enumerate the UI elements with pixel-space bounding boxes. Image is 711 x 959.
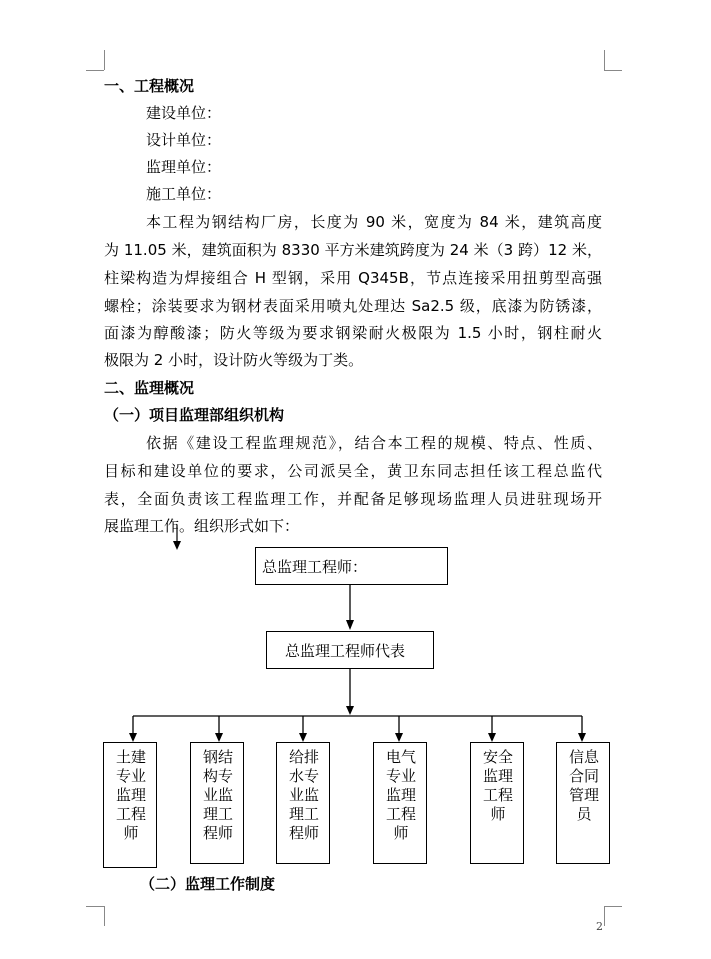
subsection-org-heading: （一）项目监理部组织机构 <box>104 406 285 424</box>
deputy-label: 总监理工程师代表 <box>285 642 406 660</box>
role-label-plumbing: 给排水专业监理工程师 <box>288 748 319 842</box>
deputy-box <box>266 631 434 669</box>
role-box-info <box>556 742 610 864</box>
field-contractor: 施工单位： <box>146 185 222 203</box>
field-client: 建设单位： <box>146 104 222 122</box>
subsection-rules-heading: （二）监理工作制度 <box>140 875 276 893</box>
chief-engineer-box <box>255 547 448 585</box>
role-label-electrical: 电气专业监理工程师 <box>385 748 416 842</box>
overview-line-4: 螺栓；涂装要求为钢材表面采用喷丸处理达 Sa2.5 级，底漆为防锈漆， <box>104 297 602 315</box>
overview-line-3: 柱梁构造为焊接组合 H 型钢，采用 Q345B，节点连接采用扭剪型高强 <box>104 269 602 287</box>
field-designer: 设计单位： <box>146 131 222 149</box>
role-label-safety: 安全监理工程师 <box>482 748 513 823</box>
role-box-civil <box>103 742 157 868</box>
role-box-steel <box>190 742 244 864</box>
overview-line-1: 本工程为钢结构厂房，长度为 90 米，宽度为 84 米，建筑高度 <box>146 213 602 231</box>
overview-line-2: 为 11.05 米，建筑面积为 8330 平方米建筑跨度为 24 米（3 跨）12 米， <box>104 241 602 259</box>
chief-engineer-label: 总监理工程师： <box>262 558 368 576</box>
page-number: 2 <box>596 920 603 933</box>
field-supervisor: 监理单位： <box>146 158 222 176</box>
org-line-2: 目标和建设单位的要求，公司派吴全，黄卫东同志担任该工程总监代 <box>104 462 602 480</box>
org-line-1: 依据《建设工程监理规范》，结合本工程的规模、特点、性质、 <box>146 434 602 452</box>
section2-heading: 二、监理概况 <box>104 379 195 397</box>
role-box-plumbing <box>276 742 330 864</box>
org-line-3: 表，全面负责该工程监理工作，并配备足够现场监理人员进驻现场开 <box>104 490 602 508</box>
role-label-steel: 钢结构专业监理工程师 <box>202 748 233 842</box>
role-box-safety <box>470 742 524 864</box>
org-line-4: 展监理工作。组织形式如下： <box>104 517 300 535</box>
role-label-civil: 土建专业监理工程师 <box>115 748 146 842</box>
role-label-info: 信息合同管理员 <box>568 748 599 823</box>
role-box-electrical <box>373 742 427 864</box>
overview-line-5: 面漆为醇酸漆；防火等级为要求钢梁耐火极限为 1.5 小时，钢柱耐火 <box>104 324 602 342</box>
section1-heading: 一、工程概况 <box>104 77 195 95</box>
overview-line-6: 极限为 2 小时，设计防火等级为丁类。 <box>104 351 364 369</box>
